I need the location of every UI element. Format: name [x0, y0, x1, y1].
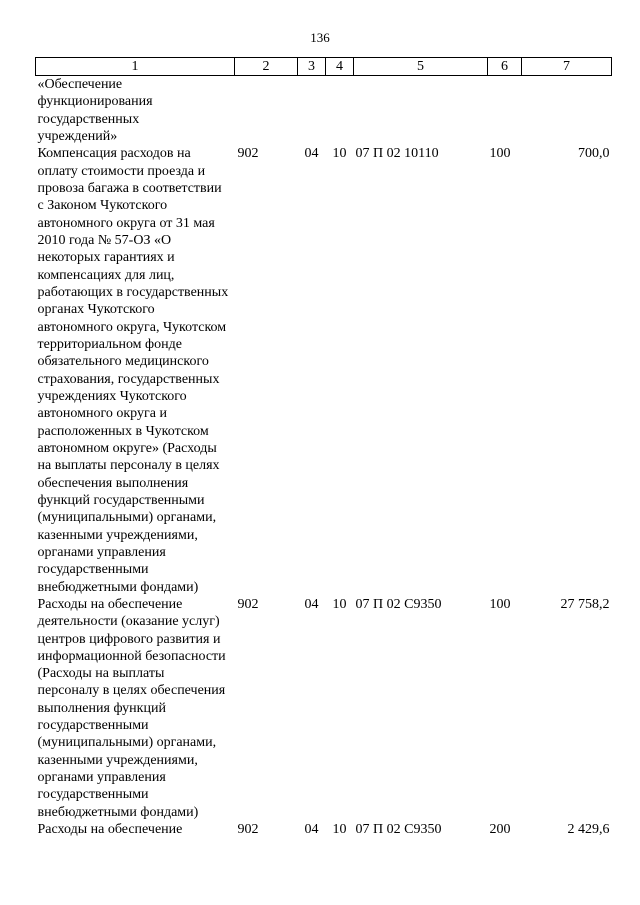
ministry-code: 902: [237, 822, 259, 838]
expense-type: 100: [489, 146, 511, 162]
table-row: [36, 596, 612, 821]
header-cell: 3: [298, 58, 326, 76]
header-cell: 7: [522, 58, 612, 76]
table-row: [36, 821, 612, 838]
ministry-code: 902: [237, 146, 259, 162]
header-cell: 4: [326, 58, 354, 76]
section-code: 04: [304, 596, 319, 612]
expense-type: 200: [489, 822, 511, 838]
subsection-code: 10: [332, 596, 347, 612]
budget-table: [35, 57, 612, 838]
target-article: 07 П 02 10110: [355, 146, 439, 162]
amount: 27 758,2: [560, 596, 610, 612]
ministry-code: 902: [237, 596, 259, 612]
section-code: 04: [304, 146, 319, 162]
amount: 700,0: [578, 146, 610, 162]
amount: 2 429,6: [567, 822, 610, 838]
target-article: 07 П 02 С9350: [355, 596, 442, 612]
expense-type: 100: [489, 596, 511, 612]
header-cell: 5: [354, 58, 488, 76]
row-name: Компенсация расходов на оплату стоимости проезда и провоза багажа в соответствии с Законом Чукотского автономного округа от 31 мая 2010 года № 57-ОЗ «О некоторых гарантиях и компенсациях для лиц, работающих в государственных органах Чукотского автономного округа, Чукотском территориальном фонде обязательного медицинского страхования, государственных учреждениях Чукотского автономного округа и расположенных в Чукотском автономном округе» (Расходы на выплаты персоналу в целях обеспечения выполнения функций государственными (муниципальными) органами, казенными учреждениями, органами управления государственными внебюджетными фондами): [37, 146, 229, 595]
header-cell: 1: [36, 58, 235, 76]
page-number: 136: [310, 30, 330, 45]
table-header-row: [36, 58, 612, 76]
row-name: Расходы на обеспечение: [37, 822, 183, 838]
row-name: Расходы на обеспечение деятельности (оказание услуг) центров цифрового развития и информационной безопасности (Расходы на выплаты персоналу в целях обеспечения выполнения функций государственными (муниципальными) органами, казенными учреждениями, органами управления государственными внебюджетными фондами): [37, 596, 226, 820]
section-code: 04: [304, 822, 319, 838]
table-row: [36, 76, 612, 146]
table-row: [36, 145, 612, 596]
row-name: «Обеспечение функционирования государственных учреждений»: [37, 77, 153, 144]
target-article: 07 П 02 С9350: [355, 822, 442, 838]
subsection-code: 10: [332, 146, 347, 162]
header-cell: 6: [488, 58, 522, 76]
subsection-code: 10: [332, 822, 347, 838]
header-cell: 2: [235, 58, 298, 76]
